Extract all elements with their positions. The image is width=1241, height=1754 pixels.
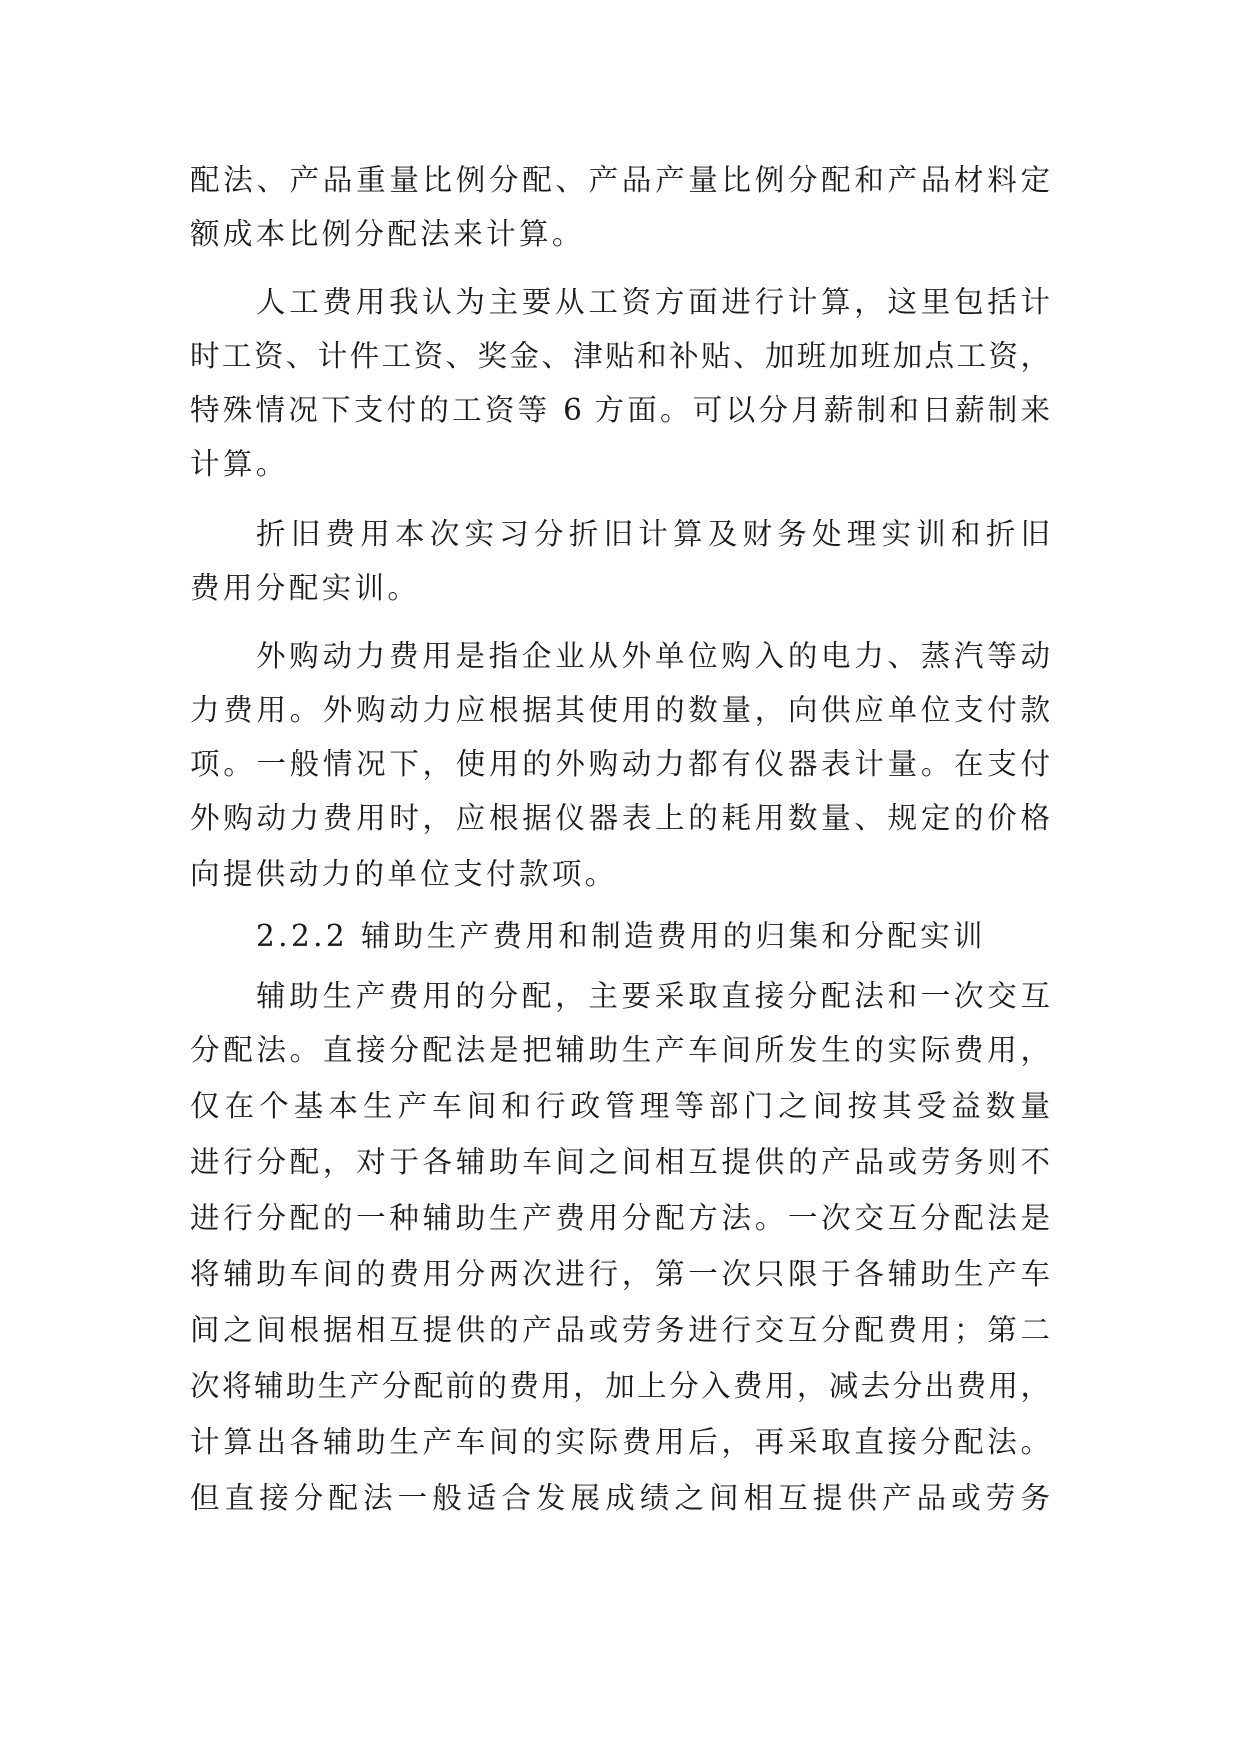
text-line: 外购动力费用是指企业从外单位购入的电力、蒸汽等动	[256, 639, 1050, 673]
text-line: 额成本比例分配法来计算。	[190, 217, 585, 251]
text-line: 折旧费用本次实习分折旧计算及财务处理实训和折旧	[256, 517, 1050, 551]
text-line: 人工费用我认为主要从工资方面进行计算，这里包括计	[256, 285, 1050, 319]
text-line: 进行分配，对于各辅助车间之间相互提供的产品或劳务则不	[190, 1145, 1050, 1179]
text-line: 计算出各辅助生产车间的实际费用后，再采取直接分配法。	[190, 1425, 1050, 1459]
text-line: 向提供动力的单位支付款项。	[190, 857, 618, 891]
text-line: 但直接分配法一般适合发展成绩之间相互提供产品或劳务	[190, 1481, 1050, 1515]
text-line: 项。一般情况下，使用的外购动力都有仪器表计量。在支付	[190, 747, 1050, 781]
text-line: 费用分配实训。	[190, 571, 421, 605]
text-line: 计算。	[190, 447, 289, 481]
text-line: 配法、产品重量比例分配、产品产量比例分配和产品材料定	[190, 163, 1050, 197]
text-line: 外购动力费用时，应根据仪器表上的耗用数量、规定的价格	[190, 801, 1050, 835]
text-line: 力费用。外购动力应根据其使用的数量，向供应单位支付款	[190, 693, 1050, 727]
section-heading: 2.2.2 辅助生产费用和制造费用的归集和分配实训	[256, 919, 986, 953]
text-line: 特殊情况下支付的工资等 6 方面。可以分月薪制和日薪制来	[190, 393, 1050, 427]
text-line: 辅助生产费用的分配，主要采取直接分配法和一次交互	[256, 979, 1050, 1013]
text-line: 将辅助车间的费用分两次进行，第一次只限于各辅助生产车	[190, 1257, 1050, 1291]
text-line: 间之间根据相互提供的产品或劳务进行交互分配费用；第二	[190, 1313, 1050, 1347]
text-line: 进行分配的一种辅助生产费用分配方法。一次交互分配法是	[190, 1201, 1050, 1235]
text-line: 仅在个基本生产车间和行政管理等部门之间按其受益数量	[190, 1089, 1050, 1123]
text-line: 时工资、计件工资、奖金、津贴和补贴、加班加班加点工资，	[190, 339, 1050, 373]
text-line: 次将辅助生产分配前的费用，加上分入费用，减去分出费用，	[190, 1369, 1050, 1403]
text-line: 分配法。直接分配法是把辅助生产车间所发生的实际费用，	[190, 1033, 1050, 1067]
